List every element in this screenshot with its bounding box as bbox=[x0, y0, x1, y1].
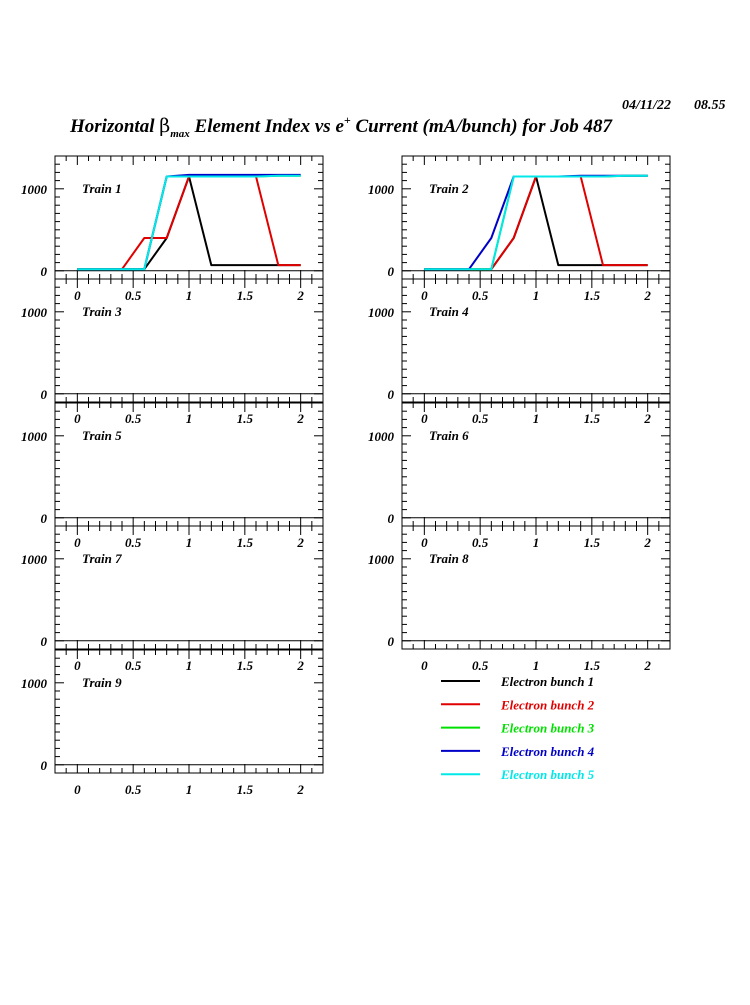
legend-item-3 bbox=[441, 721, 595, 736]
x-tick-label: 2 bbox=[644, 535, 651, 550]
y-tick-label: 0 bbox=[387, 386, 394, 402]
x-tick-label: 0 bbox=[421, 288, 428, 303]
y-tick-label: 0 bbox=[40, 757, 47, 773]
legend-item-5 bbox=[441, 767, 595, 782]
y-tick-label: 1000 bbox=[368, 428, 394, 444]
x-tick-label: 1.5 bbox=[583, 288, 600, 303]
x-tick-label: 1.5 bbox=[583, 658, 600, 673]
x-tick-label: 2 bbox=[297, 782, 304, 797]
x-tick-label: 1 bbox=[532, 288, 540, 303]
x-tick-label: 1.5 bbox=[236, 411, 253, 426]
y-tick-label: 1000 bbox=[368, 551, 394, 567]
panel-title: Train 6 bbox=[429, 428, 469, 443]
legend-label: Electron bunch 2 bbox=[501, 697, 595, 713]
y-tick-label: 0 bbox=[40, 633, 47, 649]
title-pre: Horizontal bbox=[70, 116, 160, 137]
legend-label: Electron bunch 1 bbox=[501, 674, 595, 689]
title-mid: Element Index vs e bbox=[189, 116, 344, 137]
x-tick-label: 0 bbox=[74, 288, 81, 303]
panel-frame bbox=[402, 156, 670, 279]
title-sub: max bbox=[170, 128, 190, 140]
x-tick-label: 2 bbox=[297, 288, 304, 303]
x-tick-label: 0.5 bbox=[125, 658, 142, 673]
x-tick-label: 1.5 bbox=[236, 658, 253, 673]
legend bbox=[441, 674, 595, 782]
x-tick-label: 0.5 bbox=[125, 288, 142, 303]
x-tick-label: 0 bbox=[421, 535, 428, 550]
y-tick-label: 1000 bbox=[21, 551, 47, 567]
x-tick-label: 0.5 bbox=[472, 535, 489, 550]
x-tick-label: 1.5 bbox=[583, 535, 600, 550]
title-post: Current (mA/bunch) for Job 487 bbox=[350, 116, 613, 137]
x-tick-label: 0 bbox=[74, 535, 81, 550]
x-tick-label: 0.5 bbox=[472, 411, 489, 426]
panel-title: Train 5 bbox=[82, 428, 122, 443]
x-tick-label: 1.5 bbox=[236, 782, 253, 797]
x-tick-label: 0.5 bbox=[472, 288, 489, 303]
x-tick-label: 1 bbox=[185, 658, 193, 673]
x-tick-label: 2 bbox=[297, 658, 304, 673]
title-beta: β bbox=[159, 115, 171, 137]
panel-train-9 bbox=[21, 650, 323, 797]
title-sup: + bbox=[343, 113, 351, 127]
y-tick-label: 1000 bbox=[21, 428, 47, 444]
y-tick-label: 0 bbox=[40, 510, 47, 526]
x-tick-label: 0.5 bbox=[125, 411, 142, 426]
x-tick-label: 2 bbox=[297, 535, 304, 550]
x-tick-label: 0.5 bbox=[472, 658, 489, 673]
x-tick-label: 1.5 bbox=[583, 411, 600, 426]
y-tick-label: 1000 bbox=[368, 181, 394, 197]
y-tick-label: 1000 bbox=[368, 304, 394, 320]
y-tick-label: 0 bbox=[387, 263, 394, 279]
x-tick-label: 2 bbox=[644, 288, 651, 303]
figure-title bbox=[69, 113, 614, 140]
x-tick-label: 1 bbox=[185, 411, 193, 426]
legend-label: Electron bunch 4 bbox=[501, 743, 595, 759]
panel-title: Train 1 bbox=[82, 181, 122, 196]
y-tick-label: 1000 bbox=[21, 181, 47, 197]
panel-title: Train 8 bbox=[429, 551, 469, 566]
x-tick-label: 0 bbox=[74, 658, 81, 673]
x-tick-label: 1.5 bbox=[236, 288, 253, 303]
x-tick-label: 0 bbox=[421, 658, 428, 673]
x-tick-label: 1 bbox=[532, 535, 540, 550]
x-tick-label: 0.5 bbox=[125, 535, 142, 550]
x-tick-label: 2 bbox=[297, 411, 304, 426]
panel-title: Train 3 bbox=[82, 304, 122, 319]
legend-label: Electron bunch 3 bbox=[501, 720, 595, 736]
x-tick-label: 1 bbox=[532, 658, 540, 673]
y-tick-label: 1000 bbox=[21, 675, 47, 691]
x-tick-label: 0.5 bbox=[125, 782, 142, 797]
timestamp-time: 08.55 bbox=[694, 98, 726, 113]
y-tick-label: 0 bbox=[387, 510, 394, 526]
x-tick-label: 1 bbox=[185, 288, 193, 303]
panel-title: Train 2 bbox=[429, 181, 469, 196]
panel-title: Train 4 bbox=[429, 304, 469, 319]
timestamp-date: 04/11/22 bbox=[622, 98, 672, 113]
x-tick-label: 0 bbox=[74, 411, 81, 426]
panel-title: Train 7 bbox=[82, 551, 122, 566]
x-tick-label: 1 bbox=[185, 782, 193, 797]
x-tick-label: 0 bbox=[421, 411, 428, 426]
legend-item-4 bbox=[441, 744, 595, 759]
y-tick-label: 0 bbox=[387, 633, 394, 649]
y-tick-label: 1000 bbox=[21, 304, 47, 320]
x-tick-label: 2 bbox=[644, 658, 651, 673]
x-tick-label: 1.5 bbox=[236, 535, 253, 550]
x-tick-label: 0 bbox=[74, 782, 81, 797]
legend-label: Electron bunch 5 bbox=[501, 767, 595, 783]
x-tick-label: 2 bbox=[644, 411, 651, 426]
x-tick-label: 1 bbox=[532, 411, 540, 426]
y-tick-label: 0 bbox=[40, 386, 47, 402]
panel-title: Train 9 bbox=[82, 675, 122, 690]
panel-train-8 bbox=[368, 526, 670, 673]
legend-item-2 bbox=[441, 697, 595, 712]
y-tick-label: 0 bbox=[40, 263, 47, 279]
x-tick-label: 1 bbox=[185, 535, 193, 550]
legend-item-1 bbox=[441, 674, 594, 689]
